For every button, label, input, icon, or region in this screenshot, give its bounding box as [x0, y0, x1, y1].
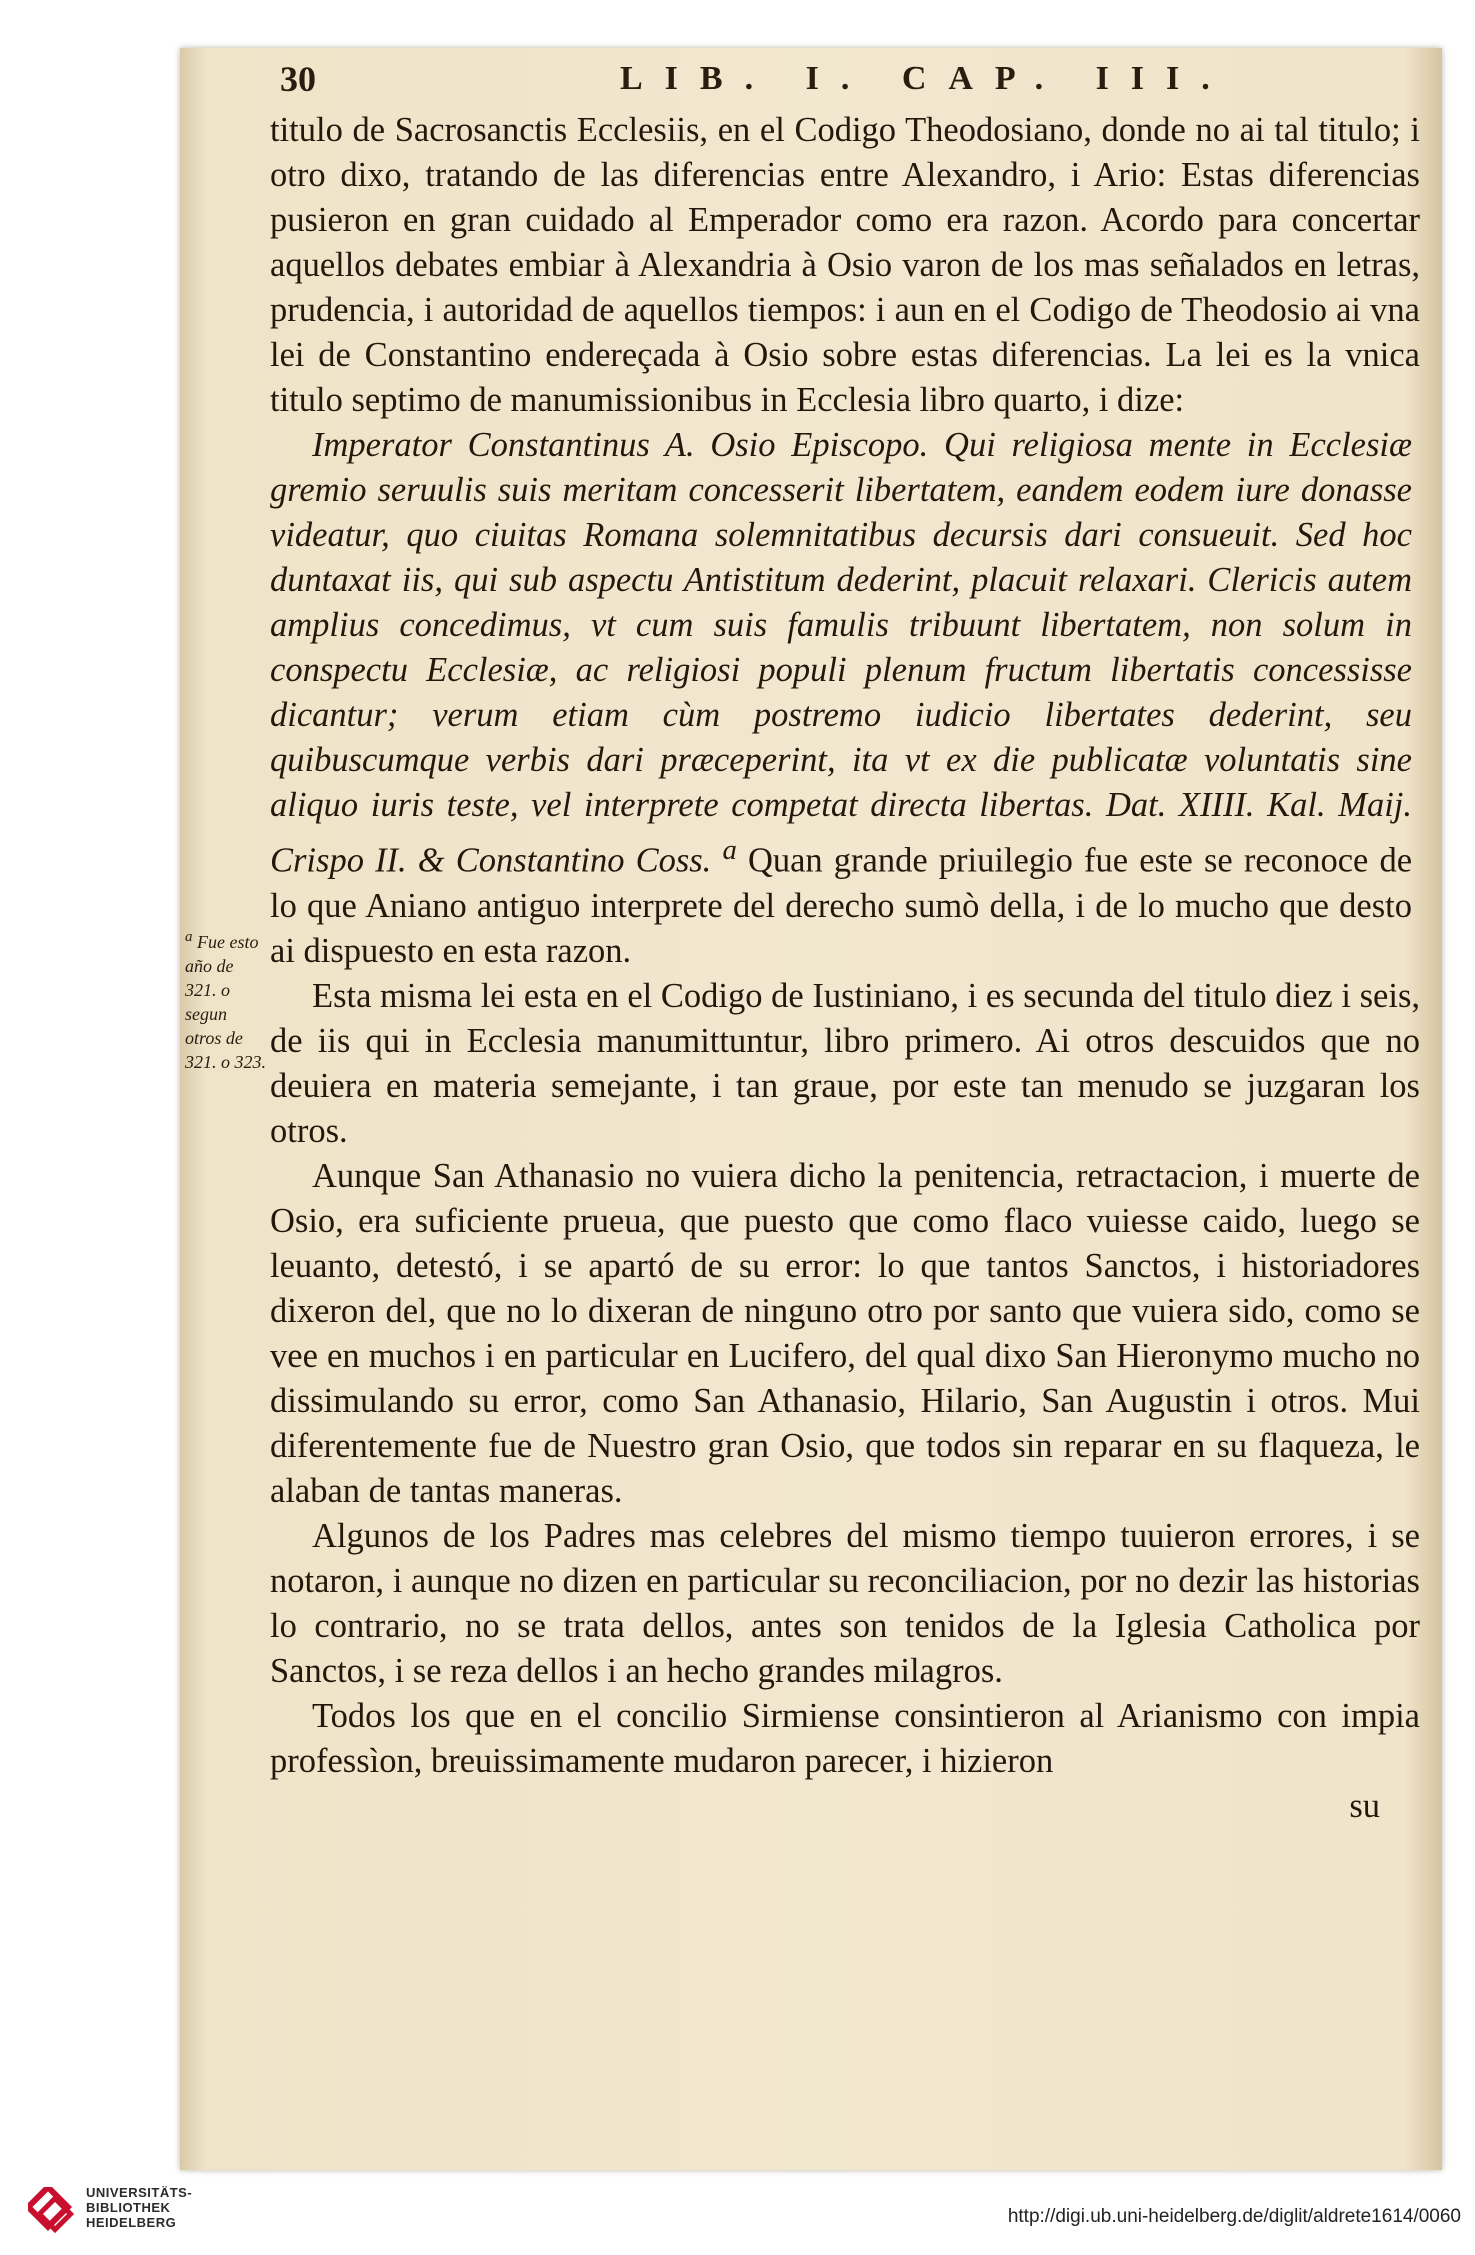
latin-law-text: Imperator Constantinus A. Osio Episcopo. Qui religiosa mente in Ecclesiæ gremio seruulis suis meritam concesserit libertatem, eandem eodem iure donasse videatur, quo ciuitas Romana solemnitatibus decursis dari consueuit. Sed hoc duntaxat iis, qui sub aspectu Antistitum dederint, placuit relaxari. Clericis autem amplius concedimus, vt cum suis famulis tribuunt libertatem, non solum in conspectu Ecclesiæ, ac religiosi populi plenum fructum libertatis concessisse dicantur; verum etiam cùm postremo iudicio libertates dederint, seu quibuscumque verbis dari præceperint, ita vt ex die publicatæ voluntatis sine aliquo iuris teste, vel interprete competat directa libertas. Dat. XIIII. Kal. Maij. Crispo II. & Constantino Coss. [270, 426, 1412, 880]
marginal-note [185, 925, 267, 1074]
marginal-note-marker: a [185, 929, 193, 945]
page-number: 30 [280, 59, 316, 99]
source-url[interactable]: http://digi.ub.uni-heidelberg.de/diglit/aldrete1614/0060 [1007, 2206, 1461, 2227]
paragraph: Algunos de los Padres mas celebres del mismo tiempo tuuieron errores, i se notaron, i aunque no dizen en particular su reconciliacion, por no dezir las historias lo contrario, no se trata dellos, antes son tenidos de la Iglesia Catholica por Sanctos, i se reza dellos i an hecho grandes milagros. [270, 1516, 1420, 1690]
library-logo[interactable] [20, 2183, 420, 2243]
paragraph: Esta misma lei esta en el Codigo de Iustiniano, i es secunda del titulo diez i seis, de iis qui in Ecclesia manumittuntur, libro primero. Ai otros descuidos que no deuiera en materia semejante, i tan graue, por este tan menudo se juzgaran los otros. [270, 976, 1420, 1150]
catchword: su [1349, 1786, 1380, 1825]
library-name [86, 2185, 192, 2230]
paragraph: Aunque San Athanasio no vuiera dicho la penitencia, retractacion, i muerte de Osio, era suficiente prueua, que puesto que como flaco vuiesse caido, luego se leuanto, detestó, i se apartó de su error: lo que tantos Sanctos, i historiadores dixeron del, que no lo dixeran de ninguno otro por santo que vuiera sido, como se vee en muchos i en particular en Lucifero, del qual dixo San Hieronymo mucho no dissimulando su error, como San Athanasio, Hilario, San Augustin i otros. Mui diferentemente fue de Nuestro gran Osio, que todos sin reparar en su flaqueza, le alaban de tantas maneras. [270, 1156, 1420, 1510]
main-text [270, 108, 1420, 1829]
quotation-commentary: Quan grande priuilegio fue este se reconoce de lo que Aniano antiguo interprete del derecho sumò della, i de lo mucho que desto ai dispuesto en esta razon. [270, 841, 1413, 970]
paragraph: titulo de Sacrosanctis Ecclesiis, en el Codigo Theodosiano, donde no ai tal titulo; i otro dixo, tratando de las diferencias entre Alexandro, i Ario: Estas diferencias pusieron en gran cuidado al Emperador como era razon. Acordo para concertar aquellos debates embiar à Alexandria à Osio varon de los mas señalados en letras, prudencia, i autoridad de aquellos tiempos: i aun en el Codigo de Theodosio ai vna lei de Constantino endereçada à Osio sobre estas diferencias. La lei es la vnica titulo septimo de manumissionibus in Ecclesia libro quarto, i dize: [270, 111, 1420, 419]
library-name-line: UNIVERSITÄTS- [86, 2185, 193, 2200]
running-head [280, 58, 1430, 108]
library-emblem-icon [28, 2187, 78, 2237]
footnote-marker: a [722, 834, 737, 866]
library-name-line: BIBLIOTHEK [86, 2200, 171, 2215]
library-name-line: HEIDELBERG [86, 2215, 177, 2230]
paragraph: Todos los que en el concilio Sirmiense consintieron al Arianismo con impia professìon, breuissimamente mudaron parecer, i hizieron [270, 1696, 1420, 1780]
chapter-heading: LIB. I. CAP. III. [620, 60, 1232, 97]
latin-quotation [270, 423, 1420, 974]
marginal-note-text: Fue esto año de 321. o segun otros de 321. o 323. [185, 932, 266, 1072]
